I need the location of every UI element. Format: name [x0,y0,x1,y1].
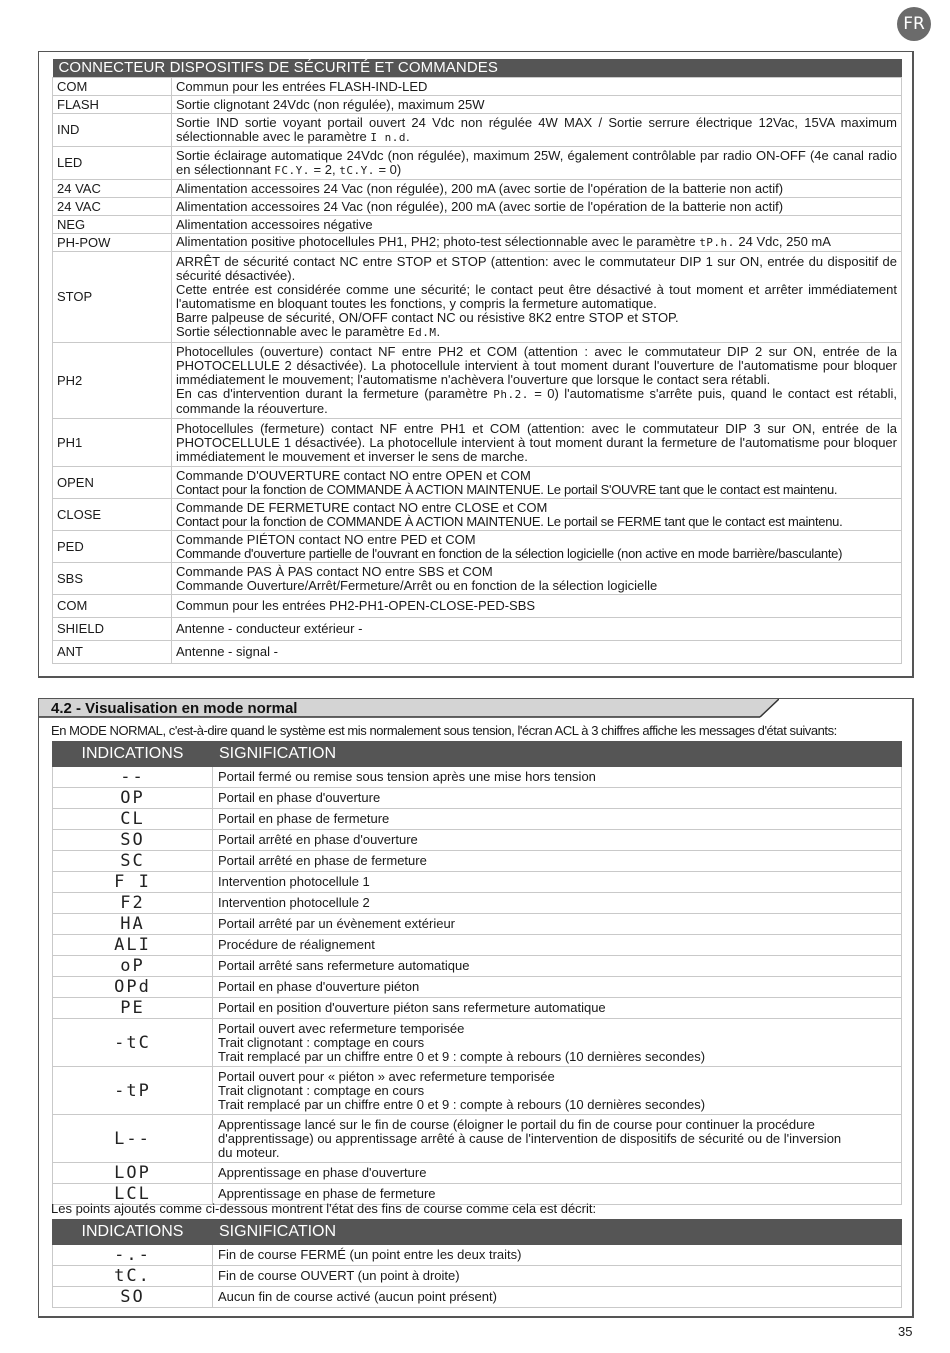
table-row [53,1115,902,1163]
connector-desc: Commande DE FERMETURE contact NO entre CLOSE et COM Contact pour la fonction de COMMANDE À ACTION MAINTENUE. Le portail se FERME tant que le contact est maintenu. [172,499,902,531]
connector-desc: Sortie IND sortie voyant portail ouvert 24 Vdc non régulée 4W MAX / Sortie serrure électrique 12Vac, 15VA maximum sélectionnable avec le paramètre I n.d. [172,114,902,147]
connectors-frame [38,51,914,678]
connector-key: COM [53,595,172,618]
table-row [53,563,902,595]
display-code: PE [53,998,213,1019]
indications-table [52,741,902,1205]
signification-text: Intervention photocellule 2 [213,893,902,914]
connector-key: 24 VAC [53,198,172,216]
signification-text: Portail en phase d'ouverture piéton [213,977,902,998]
table-row [53,78,902,96]
connector-desc: Sortie éclairage automatique 24Vdc (non régulée), maximum 25W, également contrôlable par radio ON-OFF (4e canal radio en sélectionnant FC.Y. = 2, tC.Y. = 0) [172,147,902,180]
display-code: ALI [53,935,213,956]
connector-desc: Commande PAS À PAS contact NO entre SBS et COM Commande Ouverture/Arrêt/Fermeture/Arrêt ou en fonction de la sélection logicielle [172,563,902,595]
table-row [53,1163,902,1184]
table-row [53,595,902,618]
display-code: I n.d [370,130,407,144]
connector-key: NEG [53,216,172,234]
signification-text: Apprentissage lancé sur le fin de course (éloigner le portail du fin de course pour continuer la procédure d'apprentissage) ou apprentissage arrêté à cause de l'intervention de dispositifs de sécurité ou de l'inversion du moteur. [213,1115,902,1163]
connector-desc: Photocellules (ouverture) contact NF entre PH2 et COM (attention : avec le commutateur DIP 2 sur ON, entrée de la PHOTOCELLULE 2 désactivée). La photocellule intervient à tout moment durant l'ouverture de l'automatisme pour bloquer immédiatement le mouvement; l'automatisme n'achèvera l'ouverture que lorsque le contact sera rétabli. En cas d'intervention durant la fermeture (paramètre Ph.2. = 0) l'automatisme s'arrête puis, quand le contact est rétabli, commande la réouverture. [172,343,902,419]
table-row [53,1287,902,1308]
table-row [53,914,902,935]
connector-key: FLASH [53,96,172,114]
signification-text: Apprentissage en phase de fermeture [213,1184,902,1205]
connector-desc: Alimentation accessoires négative [172,216,902,234]
signification-text: Portail arrêté sans refermeture automatique [213,956,902,977]
connector-key: SBS [53,563,172,595]
col-signification: SIGNIFICATION [213,742,902,767]
table-row [53,234,902,252]
table-row [53,935,902,956]
table-row [53,977,902,998]
col-signification: SIGNIFICATION [213,1220,902,1245]
table-row [53,531,902,563]
table-row [53,618,902,641]
display-code: LOP [53,1163,213,1184]
table-row [53,198,902,216]
connector-key: ANT [53,641,172,664]
table-row [53,809,902,830]
table-row [53,1266,902,1287]
display-code: L-- [53,1115,213,1163]
table-row [53,114,902,147]
signification-text: Portail en phase de fermeture [213,809,902,830]
connector-key: PED [53,531,172,563]
table-row [53,419,902,467]
table-row [53,830,902,851]
connectors-table [52,59,902,664]
section-heading [39,699,779,718]
table-row [53,998,902,1019]
connector-desc: Commun pour les entrées FLASH-IND-LED [172,78,902,96]
display-code: CL [53,809,213,830]
display-code: LCL [53,1184,213,1205]
signification-text: Portail arrêté en phase de fermeture [213,851,902,872]
table-row [53,767,902,788]
table-row [53,788,902,809]
signification-text: Portail ouvert pour « piéton » avec refermeture temporisée Trait clignotant : comptage en cours Trait remplacé par un chiffre entre 0 et 9 : compte à rebours (10 dernières secondes) [213,1067,902,1115]
signification-text: Aucun fin de course activé (aucun point présent) [213,1287,902,1308]
connector-desc: Photocellules (fermeture) contact NF entre PH1 et COM (attention: avec le commutateur DIP 3 sur ON, entrée de la PHOTOCELLULE 1 désactivée). La photocellule intervient à tout moment durant la fermeture de l'automatisme pour bloquer immédiatement le mouvement et inverser le sens de marche. [172,419,902,467]
display-code: -.- [53,1245,213,1266]
connector-desc: Alimentation accessoires 24 Vac (non régulée), 200 mA (avec sortie de l'opération de la batterie non actif) [172,180,902,198]
display-code: OPd [53,977,213,998]
signification-text: Portail fermé ou remise sous tension après une mise hors tension [213,767,902,788]
display-code: F I [53,872,213,893]
connector-key: SHIELD [53,618,172,641]
connector-key: PH1 [53,419,172,467]
display-code: Ed.M [407,325,437,339]
connector-key: 24 VAC [53,180,172,198]
col-indications: INDICATIONS [53,1220,213,1245]
signification-text: Procédure de réalignement [213,935,902,956]
table-row [53,956,902,977]
display-code: SO [53,830,213,851]
normal-mode-frame [38,698,914,1318]
connector-key: LED [53,147,172,180]
display-code: Ph.2. [493,388,529,401]
signification-text: Fin de course FERMÉ (un point entre les deux traits) [213,1245,902,1266]
display-code: SC [53,851,213,872]
display-code: tC.Y. [339,163,375,177]
display-code: -- [53,767,213,788]
connector-desc: Antenne - conducteur extérieur - [172,618,902,641]
table-row [53,467,902,499]
connector-key: STOP [53,252,172,343]
table-row [53,216,902,234]
connectors-title: CONNECTEUR DISPOSITIFS DE SÉCURITÉ ET COMMANDES [53,59,902,78]
table-row [53,1067,902,1115]
table-row [53,96,902,114]
connector-desc: Antenne - signal - [172,641,902,664]
table-row [53,147,902,180]
table-row [53,343,902,419]
points-intro: Les points ajoutés comme ci-dessous montrent l'état des fins de course comme cela est décrit: [51,1201,597,1216]
signification-text: Portail en position d'ouverture piéton sans refermeture automatique [213,998,902,1019]
signification-text: Intervention photocellule 1 [213,872,902,893]
connector-desc: Sortie clignotant 24Vdc (non régulée), maximum 25W [172,96,902,114]
table-row [53,893,902,914]
signification-text: Apprentissage en phase d'ouverture [213,1163,902,1184]
table-row [53,872,902,893]
table-row [53,252,902,343]
display-code: FC.Y. [274,163,310,177]
display-code: oP [53,956,213,977]
language-badge: FR [897,7,931,41]
connector-key: COM [53,78,172,96]
table-row [53,851,902,872]
connector-desc: Commande PIÉTON contact NO entre PED et COM Commande d'ouverture partielle de l'ouvrant en fonction de la sélection logicielle (non active en mode barrière/basculante) [172,531,902,563]
table-row [53,1245,902,1266]
section-title: 4.2 - Visualisation en mode normal [51,700,298,717]
display-code: OP [53,788,213,809]
signification-text: Portail arrêté en phase d'ouverture [213,830,902,851]
table-row [53,180,902,198]
connector-desc: Commun pour les entrées PH2-PH1-OPEN-CLOSE-PED-SBS [172,595,902,618]
col-indications: INDICATIONS [53,742,213,767]
connector-key: OPEN [53,467,172,499]
table-row [53,499,902,531]
page-number: 35 [898,1324,913,1339]
connector-desc: ARRÊT de sécurité contact NC entre STOP et STOP (attention: avec le commutateur DIP 1 sur ON, entrée du dispositif de sécurité désactivée). Cette entrée est considérée comme une sécurité; le contact peut être désactivé à tout moment et arrêter immédiatement l'automatisme en bloquant toutes les fonctions, y compris la fermeture automatique. Barre palpeuse de sécurité, ON/OFF contact NC ou résistive 8K2 entre STOP et STOP. Sortie sélectionnable avec le paramètre Ed.M. [172,252,902,343]
connector-key: PH-POW [53,234,172,252]
signification-text: Fin de course OUVERT (un point à droite) [213,1266,902,1287]
signification-text: Portail en phase d'ouverture [213,788,902,809]
points-table [52,1219,902,1308]
connector-desc: Alimentation positive photocellules PH1, PH2; photo-test sélectionnable avec le paramètre tP.h. 24 Vdc, 250 mA [172,234,902,252]
display-code: HA [53,914,213,935]
table-row [53,641,902,664]
signification-text: Portail arrêté par un évènement extérieur [213,914,902,935]
connector-key: IND [53,114,172,147]
connector-desc: Commande D'OUVERTURE contact NO entre OPEN et COM Contact pour la fonction de COMMANDE À ACTION MAINTENUE. Le portail S'OUVRE tant que le contact est maintenu. [172,467,902,499]
table-row [53,1019,902,1067]
connector-desc: Alimentation accessoires 24 Vac (non régulée), 200 mA (avec sortie de l'opération de la batterie non actif) [172,198,902,216]
display-code: F2 [53,893,213,914]
display-code: tC. [53,1266,213,1287]
display-code: -tC [53,1019,213,1067]
signification-text: Portail ouvert avec refermeture temporisée Trait clignotant : comptage en cours Trait remplacé par un chiffre entre 0 et 9 : compte à rebours (10 dernières secondes) [213,1019,902,1067]
display-code: -tP [53,1067,213,1115]
connector-key: PH2 [53,343,172,419]
display-code: SO [53,1287,213,1308]
connector-key: CLOSE [53,499,172,531]
intro-text: En MODE NORMAL, c'est-à-dire quand le système est mis normalement sous tension, l'écran ACL à 3 chiffres affiche les messages d'état suivants: [51,723,837,738]
display-code: tP.h. [699,236,735,249]
